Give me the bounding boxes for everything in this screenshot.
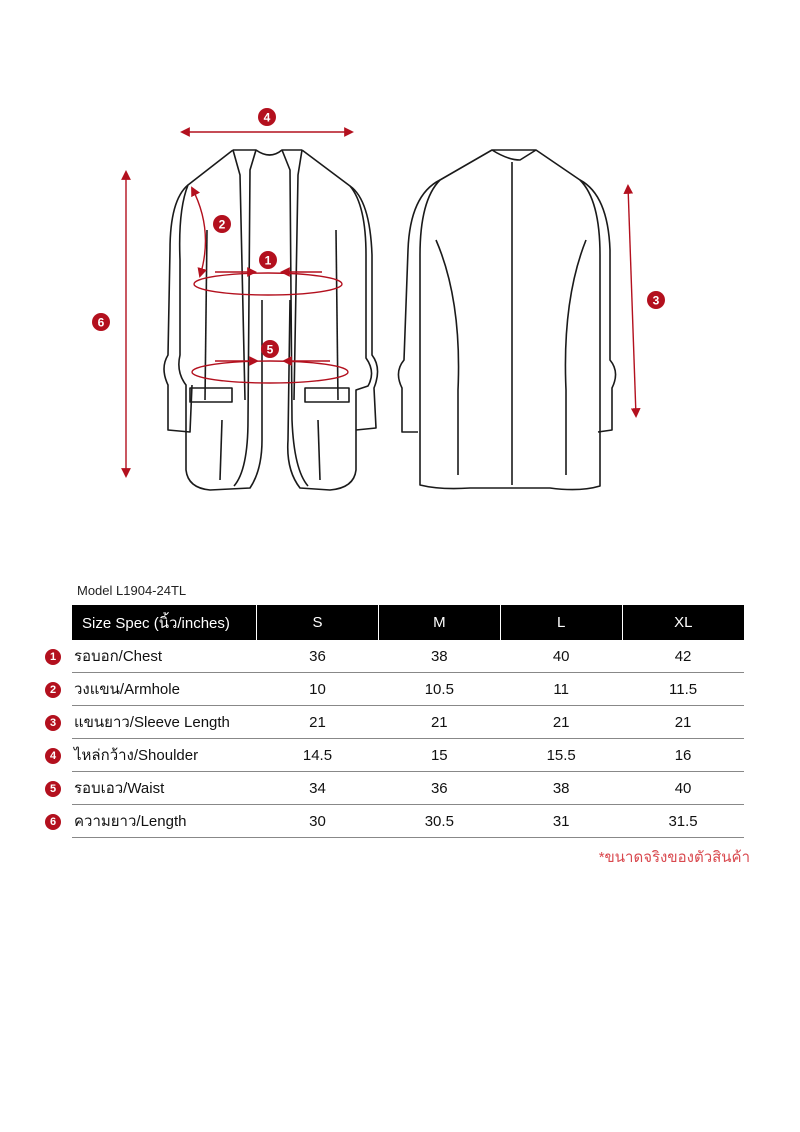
cell-value: 21 <box>378 706 500 739</box>
cell-value: 11 <box>500 673 622 706</box>
row-number-badge: 6 <box>45 814 61 830</box>
cell-value: 31 <box>500 805 622 838</box>
cell-value: 21 <box>622 706 744 739</box>
marker-5-text: 5 <box>266 342 274 357</box>
row-label: ความยาว/Length <box>72 805 257 838</box>
model-label: Model L1904-24TL <box>77 583 187 598</box>
cell-value: 38 <box>500 772 622 805</box>
cell-value: 31.5 <box>622 805 744 838</box>
row-label: รอบอก/Chest <box>72 640 257 673</box>
cell-value: 21 <box>500 706 622 739</box>
marker-1-text: 1 <box>264 253 272 268</box>
cell-value: 14.5 <box>257 739 379 772</box>
cell-value: 16 <box>622 739 744 772</box>
cell-value: 36 <box>257 640 379 673</box>
table-row <box>72 673 744 706</box>
marker-6-text: 6 <box>97 315 105 330</box>
cell-value: 10.5 <box>378 673 500 706</box>
header-l: L <box>500 605 622 640</box>
cell-value: 34 <box>257 772 379 805</box>
header-size-spec: Size Spec (นิ้ว/inches) <box>72 605 257 640</box>
table-row <box>72 772 744 805</box>
diagram-markers <box>92 108 665 358</box>
size-spec-table <box>72 605 744 838</box>
row-label: วงแขน/Armhole <box>72 673 257 706</box>
front-jacket-illustration <box>164 150 378 490</box>
marker-4-text: 4 <box>263 110 271 125</box>
row-number-badge: 1 <box>45 649 61 665</box>
table-header-row <box>72 605 744 640</box>
cell-value: 36 <box>378 772 500 805</box>
measurement-lines <box>126 132 636 476</box>
marker-2-text: 2 <box>218 217 226 232</box>
row-label: ไหล่กว้าง/Shoulder <box>72 739 257 772</box>
table-row <box>72 640 744 673</box>
cell-value: 11.5 <box>622 673 744 706</box>
cell-value: 42 <box>622 640 744 673</box>
cell-value: 15.5 <box>500 739 622 772</box>
back-jacket-illustration <box>398 150 615 490</box>
cell-value: 40 <box>500 640 622 673</box>
row-label: รอบเอว/Waist <box>72 772 257 805</box>
row-number-badge: 3 <box>45 715 61 731</box>
cell-value: 21 <box>257 706 379 739</box>
table-row <box>72 739 744 772</box>
cell-value: 15 <box>378 739 500 772</box>
garment-diagram <box>0 0 800 520</box>
cell-value: 30.5 <box>378 805 500 838</box>
header-s: S <box>257 605 379 640</box>
row-number-badge: 5 <box>45 781 61 797</box>
header-xl: XL <box>622 605 744 640</box>
cell-value: 38 <box>378 640 500 673</box>
row-number-badge: 2 <box>45 682 61 698</box>
cell-value: 30 <box>257 805 379 838</box>
table-row <box>72 805 744 838</box>
actual-size-note: *ขนาดจริงของตัวสินค้า <box>598 849 750 866</box>
cell-value: 10 <box>257 673 379 706</box>
table-row <box>72 706 744 739</box>
header-m: M <box>378 605 500 640</box>
cell-value: 40 <box>622 772 744 805</box>
row-number-badge: 4 <box>45 748 61 764</box>
row-label: แขนยาว/Sleeve Length <box>72 706 257 739</box>
marker-3-text: 3 <box>652 293 660 308</box>
